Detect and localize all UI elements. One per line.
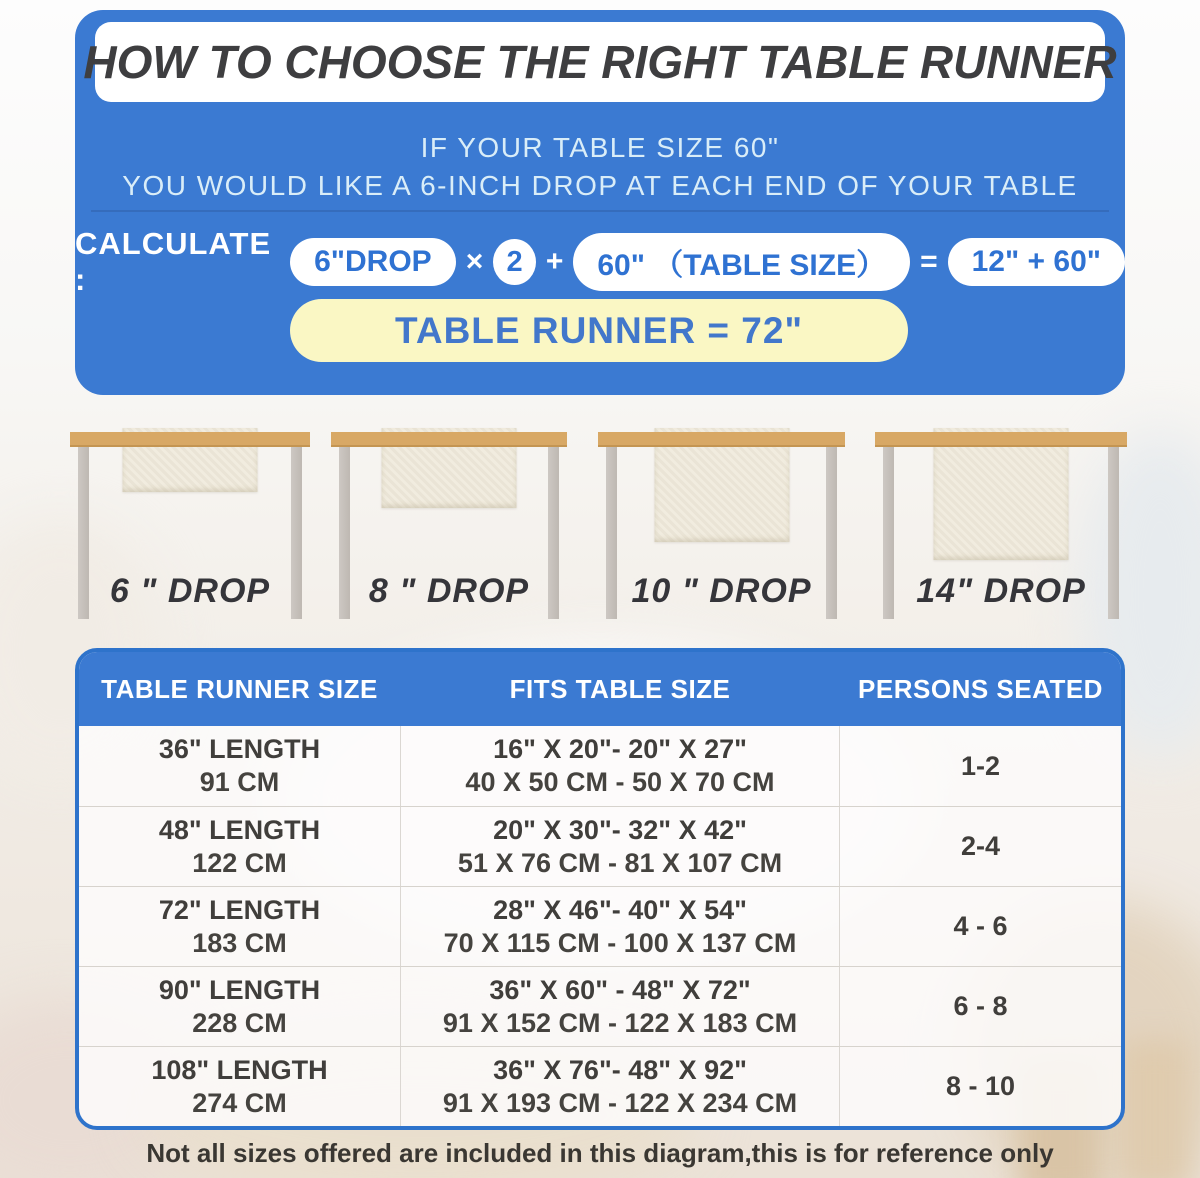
tabletop-graphic: [70, 432, 310, 447]
persons-cell: 4 - 6: [953, 911, 1008, 941]
fits-size-inches: 36" X 60" - 48" X 72": [489, 974, 751, 1005]
drop-label: 10 " DROP: [631, 572, 812, 610]
runner-size-cell: [79, 887, 400, 966]
runner-length-cm: 274 CM: [192, 1087, 287, 1118]
fits-size-cell: [400, 807, 840, 886]
table-runner-graphic: [934, 428, 1069, 560]
page-title: HOW TO CHOOSE THE RIGHT TABLE RUNNER: [83, 36, 1117, 88]
fits-size-cm: 51 X 76 CM - 81 X 107 CM: [457, 847, 783, 878]
runner-size-cell: [79, 726, 400, 806]
runner-length-cm: 228 CM: [192, 1007, 287, 1038]
runner-length-inches: 36" LENGTH: [158, 734, 321, 764]
fits-size-inches: 20" X 30"- 32" X 42": [493, 814, 747, 845]
runner-length-cm: 91 CM: [199, 767, 280, 797]
column-header-persons-seated: PERSONS SEATED: [858, 673, 1103, 704]
runner-length-inches: 48" LENGTH: [158, 814, 321, 845]
tabletop-graphic: [598, 432, 845, 447]
persons-cell: 6 - 8: [953, 991, 1008, 1021]
drop-label: 6 " DROP: [109, 572, 271, 610]
fits-size-inches: 36" X 76"- 48" X 92": [493, 1054, 747, 1085]
fits-size-cell: [400, 726, 840, 806]
table-figure-10in-drop: [598, 420, 845, 640]
runner-length-inches: 90" LENGTH: [158, 974, 321, 1005]
column-header-runner-size: TABLE RUNNER SIZE: [101, 673, 378, 704]
size-reference-table: [75, 648, 1125, 1130]
persons-cell: 8 - 10: [945, 1071, 1016, 1101]
sum-pill: 12" + 60": [948, 238, 1125, 286]
runner-length-cm: 183 CM: [192, 927, 287, 958]
condition-line-1: IF YOUR TABLE SIZE 60": [420, 132, 780, 163]
table-header-row: [79, 652, 1121, 726]
persons-cell: 2-4: [960, 831, 1001, 861]
runner-length-inches: 72" LENGTH: [158, 894, 321, 925]
runner-size-cell: [79, 1047, 400, 1126]
fits-size-cm: 70 X 115 CM - 100 X 137 CM: [443, 927, 797, 958]
hero-panel: [75, 10, 1125, 395]
table-figure-14in-drop: [875, 420, 1127, 640]
calculation-row: [75, 226, 1125, 297]
table-row: [79, 1046, 1121, 1126]
runner-length-cm: 122 CM: [192, 847, 287, 878]
persons-cell: 1-2: [960, 750, 1001, 781]
tabletop-graphic: [331, 432, 567, 447]
fits-size-cm: 40 X 50 CM - 50 X 70 CM: [465, 767, 775, 797]
runner-size-cell: [79, 967, 400, 1046]
tabletop-graphic: [875, 432, 1127, 447]
fits-size-inches: 16" X 20"- 20" X 27": [493, 734, 747, 764]
disclaimer-note: Not all sizes offered are included in this diagram,this is for reference only: [146, 1138, 1054, 1168]
multiply-operator: ×: [465, 245, 484, 278]
calculate-label: CALCULATE :: [75, 226, 272, 297]
drop-illustrations: [0, 420, 1200, 650]
table-row: [79, 966, 1121, 1046]
fits-size-cm: 91 X 193 CM - 122 X 234 CM: [442, 1087, 798, 1118]
divider: [91, 210, 1109, 212]
plus-operator: +: [545, 245, 564, 278]
fits-size-cell: [400, 967, 840, 1046]
result-banner: TABLE RUNNER = 72": [290, 299, 908, 362]
equals-operator: =: [920, 245, 938, 278]
runner-size-cell: [79, 807, 400, 886]
column-header-fits-table-size: FITS TABLE SIZE: [509, 673, 731, 704]
drop-label: 14" DROP: [916, 572, 1086, 610]
drop-label: 8 " DROP: [368, 572, 530, 610]
factor-pill: 2: [493, 239, 536, 285]
runner-length-inches: 108" LENGTH: [151, 1054, 328, 1085]
title-banner: [83, 22, 1117, 102]
table-figure-8in-drop: [331, 420, 567, 640]
table-row: [79, 806, 1121, 886]
condition-line-2: YOU WOULD LIKE A 6-INCH DROP AT EACH END OF YOUR TABLE: [122, 170, 1078, 201]
table-figure-6in-drop: [70, 420, 310, 640]
fits-size-cell: [400, 887, 840, 966]
fits-size-inches: 28" X 46"- 40" X 54": [493, 894, 747, 925]
table-size-pill: 60" （TABLE SIZE）: [573, 233, 910, 291]
fits-size-cm: 91 X 152 CM - 122 X 183 CM: [442, 1007, 798, 1038]
table-row: [79, 886, 1121, 966]
fits-size-cell: [400, 1047, 840, 1126]
drop-value-pill: 6"DROP: [290, 238, 456, 286]
table-row: [79, 726, 1121, 806]
